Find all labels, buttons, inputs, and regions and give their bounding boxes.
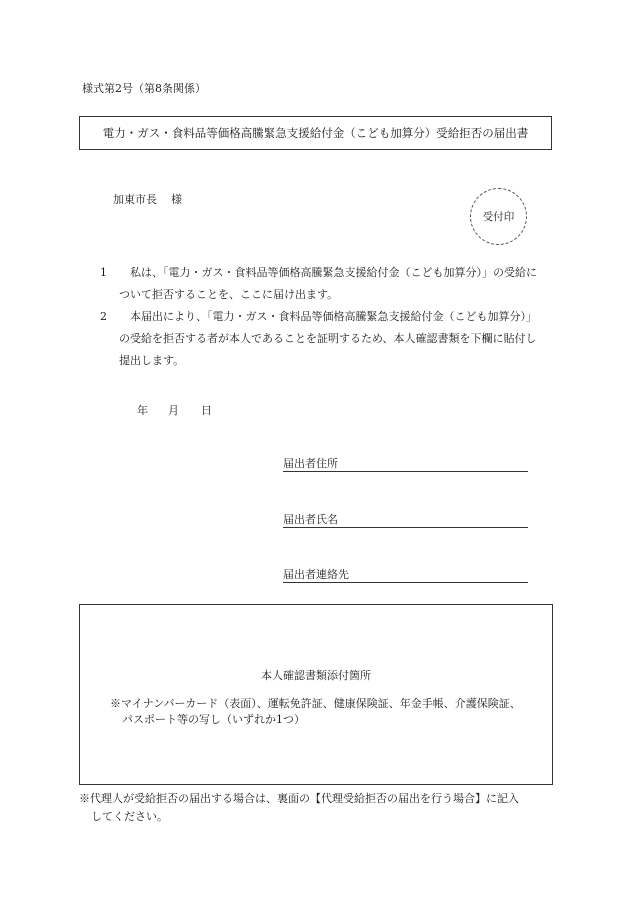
- date-year-label: 年: [137, 404, 148, 417]
- form-title-box: [79, 116, 552, 150]
- date-day-label: 日: [201, 404, 212, 417]
- declaration-item-2: [100, 306, 540, 372]
- item-number: 1: [100, 266, 107, 279]
- id-document-attachment-area: [79, 604, 553, 785]
- attachment-note-line-2: パスポート等の写し（いずれか1つ）: [122, 713, 305, 726]
- footnote-line-1: ※代理人が受給拒否の届出する場合は、裏面の【代理受給拒否の届出を行う場合】に記入: [79, 792, 519, 805]
- proxy-footnote: [79, 790, 559, 826]
- applicant-contact-field[interactable]: [283, 567, 528, 583]
- item-text: 本届出により、「電力・ガス・食料品等価格高騰緊急支援給付金（こども加算分）」の受給を拒否する者が本人であることを証明するため、本人確認書類を下欄に貼付し提出します。: [119, 310, 537, 367]
- applicant-contact-label: 届出者連絡先: [283, 568, 349, 581]
- date-month-label: 月: [168, 404, 179, 417]
- reception-stamp-label: 受付印: [482, 211, 515, 223]
- attachment-title: 本人確認書類添付箇所: [261, 669, 371, 682]
- footnote-line-2: してください。: [91, 810, 168, 823]
- attachment-note: [110, 696, 540, 728]
- addressee-honorific: 様: [171, 193, 182, 206]
- applicant-address-label: 届出者住所: [283, 457, 338, 470]
- form-title: 電力・ガス・食料品等価格高騰緊急支援給付金（こども加算分）受給拒否の届出書: [102, 126, 529, 140]
- declaration-item-1: [100, 262, 540, 306]
- reception-stamp-circle: [470, 188, 527, 245]
- item-text: 私は、「電力・ガス・食料品等価格高騰緊急支援給付金（こども加算分）」の受給について拒否することを、ここに届け出ます。: [119, 266, 537, 301]
- form-number: 様式第2号（第8条関係）: [82, 82, 206, 95]
- applicant-address-field[interactable]: [283, 456, 528, 472]
- attachment-note-line-1: ※マイナンバーカード（表面）、運転免許証、健康保険証、年金手帳、介護保険証、: [110, 697, 521, 710]
- applicant-name-field[interactable]: [283, 512, 528, 528]
- applicant-name-label: 届出者氏名: [283, 513, 338, 526]
- item-number: 2: [100, 310, 107, 323]
- date-line: [137, 402, 212, 418]
- addressee: [113, 191, 182, 207]
- addressee-name: 加東市長: [113, 193, 157, 206]
